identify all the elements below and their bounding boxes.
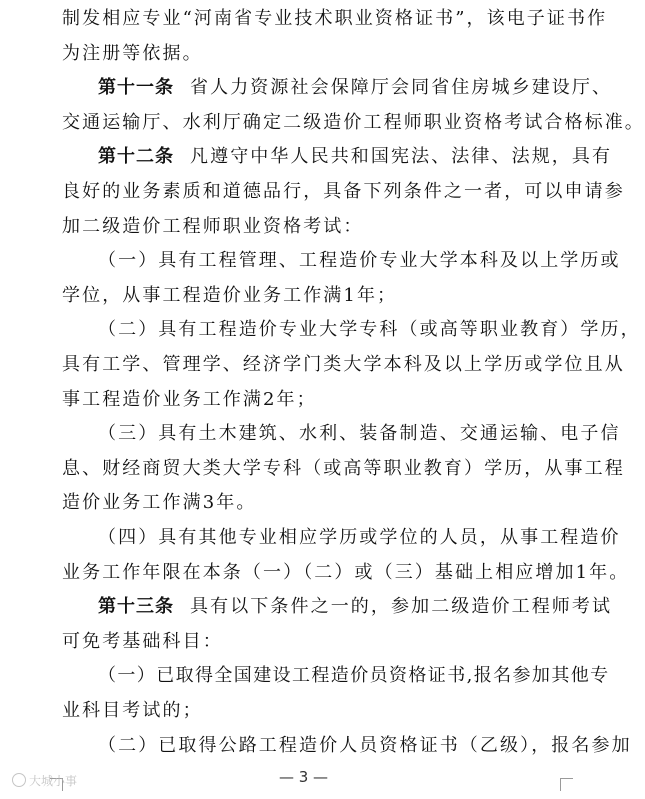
article-12-heading: 第十二条 — [98, 146, 174, 167]
article-13-heading: 第十三条 — [98, 596, 174, 617]
text-line: （二）已取得公路工程造价人员资格证书（乙级），报名参加 — [98, 735, 632, 756]
text-line: 学位，从事工程造价业务工作满1年； — [62, 285, 398, 306]
watermark-text: 大城小事 — [29, 774, 78, 788]
article-11-heading: 第十一条 — [98, 77, 174, 98]
text-line: 凡遵守中华人民共和国宪法、法律、法规，具有 — [190, 146, 613, 167]
article-13-paragraph — [62, 594, 613, 620]
text-line: 制发相应专业“河南省专业技术职业资格证书”，该电子证书作 — [62, 8, 608, 29]
text-line: 省人力资源社会保障厅会同省住房城乡建设厅、 — [190, 77, 613, 98]
text-line: （四）具有其他专业相应学历或学位的人员，从事工程造价 — [98, 527, 621, 548]
text-line: （三）具有土木建筑、水利、装备制造、交通运输、电子信 — [98, 423, 621, 444]
text-line: 具有工学、管理学、经济学门类大学本科及以上学历或学位且从 — [62, 354, 625, 375]
page-number: — 3 — — [278, 768, 329, 786]
text-line: 为注册等依据。 — [62, 43, 203, 64]
text-line: 加二级造价工程师职业资格考试： — [62, 216, 364, 237]
text-line: （二）具有工程造价专业大学专科（或高等职业教育）学历， — [98, 319, 641, 340]
article-11-paragraph — [62, 75, 613, 101]
text-line: 造价业务工作满3年。 — [62, 492, 257, 513]
text-line: 业科目考试的； — [62, 700, 203, 721]
text-line: 具有以下条件之一的，参加二级造价工程师考试 — [190, 596, 613, 617]
text-line: 事工程造价业务工作满2年； — [62, 389, 317, 410]
text-line: 息、财经商贸大类大学专科（或高等职业教育）学历，从事工程 — [62, 458, 625, 479]
text-line: 可免考基础科目： — [62, 631, 223, 652]
text-line: （一）具有工程管理、工程造价专业大学本科及以上学历或 — [98, 250, 621, 271]
text-line: 业务工作年限在本条（一）（二）或（三）基础上相应增加1年。 — [62, 562, 630, 583]
text-line: 良好的业务素质和道德品行，具备下列条件之一者，可以申请参 — [62, 181, 625, 202]
text-line: （一）已取得全国建设工程造价员资格证书,报名参加其他专 — [98, 665, 610, 686]
article-12-paragraph — [62, 144, 613, 170]
text-line: 交通运输厅、水利厅确定二级造价工程师职业资格考试合格标准。 — [62, 112, 645, 133]
